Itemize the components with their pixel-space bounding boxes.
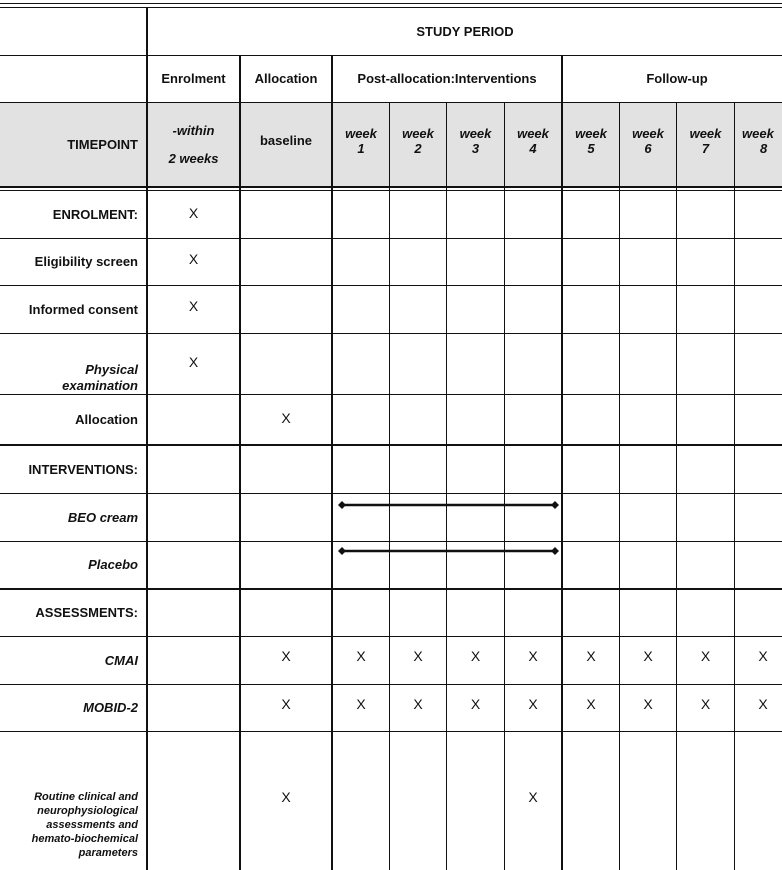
row-label-mobid: MOBID-2	[83, 700, 138, 715]
routine-line5: parameters	[78, 847, 138, 859]
rule-under-timepoint-1	[0, 186, 782, 188]
x-mark-cmai-week5: X	[586, 648, 596, 664]
x-mark-mobid-week7: X	[700, 696, 711, 712]
phase-post-allocation: Post-allocation:Interventions	[357, 71, 537, 86]
week-word: week	[459, 125, 492, 141]
beo-bar-right-cap	[551, 501, 559, 509]
row-label-consent: Informed consent	[28, 301, 138, 317]
week-number: 6	[644, 140, 652, 156]
placebo-bar-left-cap	[338, 547, 346, 555]
phase-allocation: Allocation	[254, 71, 318, 86]
week-word: week	[632, 125, 664, 141]
x-mark-mobid-week8: X	[758, 696, 768, 712]
timepoint-week-5	[563, 103, 619, 178]
week-number: 3	[471, 140, 480, 156]
x-mark-mobid-week6: X	[643, 696, 653, 712]
x-mark-cmai-week3: X	[470, 648, 481, 664]
timepoint-week-6	[620, 103, 676, 178]
week-word: week	[689, 125, 722, 141]
phase-enrolment: Enrolment	[161, 71, 226, 86]
timepoint-label: TIMEPOINT	[67, 136, 138, 152]
x-mark-eligibility: X	[188, 251, 199, 267]
timepoint-week-8	[742, 103, 782, 178]
col-rule-week6	[676, 103, 677, 870]
row-label-allocation: Allocation	[75, 411, 138, 427]
x-mark-mobid-baseline: X	[281, 696, 291, 712]
rule-row-mobid	[0, 731, 782, 732]
placebo-bar-right-cap	[551, 547, 559, 555]
routine-line2: neurophysiological	[37, 805, 138, 817]
x-mark-allocation: X	[281, 409, 291, 426]
row-label-assessments: ASSESSMENTS:	[35, 605, 138, 620]
beo-bar-left-cap	[338, 501, 346, 509]
x-mark-physical: X	[188, 353, 199, 370]
col-rule-week1	[389, 103, 390, 870]
row-label-physical	[0, 334, 146, 394]
physical-line2: examination	[62, 378, 138, 393]
timepoint-week-7	[677, 103, 734, 178]
x-mark-mobid-week1: X	[356, 696, 366, 712]
x-mark-cmai-week7: X	[700, 648, 711, 664]
beo-cream-duration-bar	[338, 501, 559, 509]
week-word: week	[517, 125, 549, 141]
week-word: week	[402, 125, 434, 141]
row-label-routine	[0, 770, 146, 860]
x-mark-cmai-week1: X	[356, 648, 366, 664]
physical-line1: Physical	[85, 362, 138, 377]
week-word: week	[575, 125, 607, 141]
x-mark-enrolment: X	[188, 204, 199, 221]
week-number: 2	[414, 140, 422, 156]
x-mark-cmai-week8: X	[758, 648, 768, 664]
x-mark-cmai-week2: X	[413, 648, 423, 664]
timepoint-within	[148, 103, 239, 186]
x-mark-routine-baseline: X	[281, 789, 291, 805]
routine-line1: Routine clinical and	[34, 791, 138, 803]
x-mark-mobid-week2: X	[413, 696, 423, 712]
week-number: 4	[529, 140, 537, 156]
week-word: week	[742, 125, 774, 141]
timepoint-baseline: baseline	[259, 132, 313, 148]
timepoint-week-4	[505, 103, 561, 178]
week-number: 5	[587, 140, 595, 156]
row-label-enrolment: ENROLMENT:	[52, 206, 138, 222]
routine-line3: assessments and	[46, 819, 138, 831]
x-mark-routine-week4: X	[528, 789, 538, 805]
routine-line4: hemato-biochemical	[31, 833, 138, 845]
x-mark-mobid-week5: X	[586, 696, 596, 712]
x-mark-mobid-week4: X	[528, 696, 538, 712]
row-label-beo: BEO cream	[67, 509, 138, 525]
row-label-cmai: CMAI	[104, 652, 138, 668]
timepoint-week-1	[333, 103, 389, 178]
col-rule-week3	[504, 103, 505, 870]
top-border-1	[0, 3, 782, 4]
week-number: 7	[701, 140, 710, 156]
row-label-interventions: INTERVENTIONS:	[28, 461, 138, 477]
x-mark-cmai-baseline: X	[281, 648, 291, 664]
week-number: 1	[357, 140, 365, 156]
col-rule-week5	[619, 103, 620, 870]
phase-follow-up: Follow-up	[646, 71, 708, 86]
timepoint-within-line1: -within	[172, 122, 215, 138]
x-mark-cmai-week6: X	[643, 648, 653, 664]
col-rule-week2	[446, 103, 447, 870]
placebo-duration-bar	[338, 547, 559, 555]
x-mark-cmai-week4: X	[528, 648, 538, 664]
timepoint-week-2	[390, 103, 446, 178]
timepoint-week-3	[447, 103, 504, 178]
timepoint-within-line2: 2 weeks	[168, 150, 219, 166]
row-label-placebo: Placebo	[88, 557, 138, 572]
study-period-title: STUDY PERIOD	[416, 23, 514, 39]
week-number: 8	[760, 140, 768, 156]
x-mark-consent: X	[188, 298, 199, 314]
x-mark-mobid-week3: X	[470, 696, 481, 712]
week-word: week	[345, 125, 377, 141]
row-label-eligibility: Eligibility screen	[34, 254, 138, 269]
col-rule-week7	[734, 103, 735, 870]
